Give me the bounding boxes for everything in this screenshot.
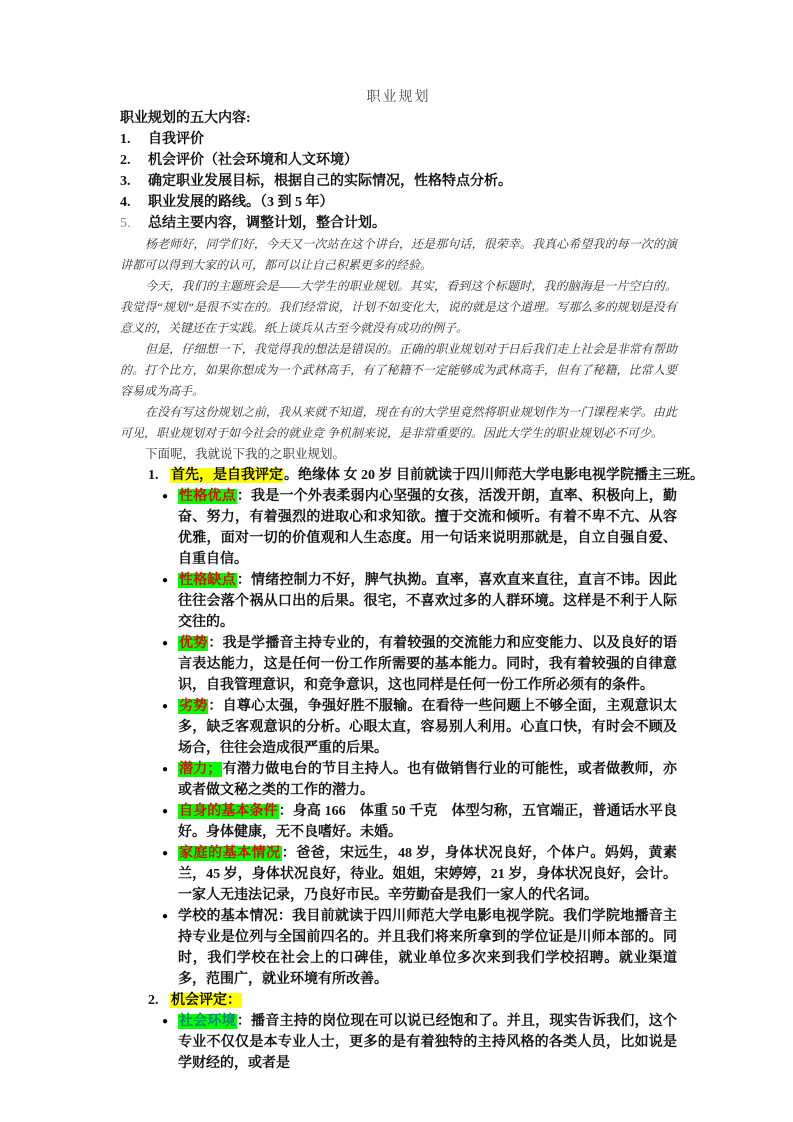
bullet-icon: ● [162, 806, 169, 817]
bullet-body: 我是一个外表柔弱内心坚强的女孩，活泼开朗，直率、积极向上，勤奋、努力，有着强烈的进取心和求知欲。擅于交流和倾听。有着不卑不亢、从容优雅，面对一切的价值观和人生态度。用一句话来说明那就是，自立自强自爱、自重自信。 [178, 489, 678, 567]
bullet-body: 我是学播音主持专业的，有着较强的交流能力和应变能力、以及良好的语言表达能力，这是任何一份工作所需要的基本能力。同时，我有着较强的自律意识，自我管理意识，和竞争意识，这也同样是任何一份工作所必须有的条件。 [178, 636, 678, 693]
bullet-body: 情绪控制力不好，脾气执拗。直率，喜欢直来直往，直言不讳。因此往往会落个祸从口出的后果。很宅，不喜欢过多的人群环境。这样是不利于人际交往的。 [178, 573, 678, 630]
bullet-body: 爸爸，宋远生，48 岁，身体状况良好，个体户。妈妈，黄素兰，45 岁，身体状况良好，待业。姐姐，宋婷婷，21 岁，身体状况良好，会计。一家人无违法记录，乃良好市民。辛劳勤奋是我们一家人的代名词。 [178, 846, 678, 903]
green-highlight-label: 自身的基本条件 [179, 804, 278, 819]
label-separator: ： [208, 699, 223, 714]
bullet-icon: ● [162, 575, 169, 586]
bullet-text [178, 1011, 677, 1074]
speech-paragraph: 下面呢，我就说下我的之职业规划。 [145, 447, 346, 461]
label-separator: ： [281, 846, 297, 861]
list-marker: 1. [148, 468, 159, 483]
bullet-icon: ● [162, 848, 169, 859]
speech-paragraph: 杨老师好，同学们好，今天又一次站在这个讲台，还是那句话，很荣幸。我真心希望我的每一次的演讲都可以得到大家的认可，都可以让自己积累更多的经验。 [120, 237, 677, 272]
list-item-text: 总结主要内容，调整计划，整合计划。 [148, 216, 386, 231]
bullet-text [178, 570, 677, 633]
bullet-icon: ● [162, 1016, 169, 1027]
list-item-text: 机会评价（社会环境和人文环境） [148, 153, 358, 168]
bullet-item [162, 1011, 677, 1074]
label-separator: ： [236, 573, 252, 588]
bullet-text [178, 696, 677, 759]
bullet-item [162, 759, 677, 801]
yellow-highlight-label: 机会评定： [171, 993, 241, 1008]
bullet-text [178, 843, 677, 906]
bullet-item [162, 633, 677, 696]
bullet-item [162, 696, 677, 759]
list-item-rest: 。绝缘体 女 20 岁 目前就读于四川师范大学电影电视学院播主三班。 [284, 468, 704, 483]
yellow-highlight-label: 首先，是自我评定 [171, 468, 283, 483]
green-highlight-label: 社会环境 [179, 1014, 236, 1029]
label-separator: ： [208, 636, 223, 651]
green-highlight-label: 劣势 [179, 699, 208, 714]
list-marker: 4. [120, 195, 131, 210]
bullet-text [178, 759, 677, 801]
list-item-text: 确定职业发展目标，根据自己的实际情况，性格特点分析。 [148, 174, 512, 189]
list-marker: 5. [120, 216, 131, 231]
green-highlight-label: 家庭的基本情况 [179, 846, 281, 861]
green-highlight-label: 性格优点 [179, 489, 236, 504]
bullet-text [178, 486, 677, 570]
bullet-icon: ● [162, 911, 169, 922]
bullet-body: 自尊心太强，争强好胜不服输。在看待一些问题上不够全面，主观意识太多，缺乏客观意识的分析。心眼太直，容易别人利用。心直口快，有时会不顾及场合，往往会造成很严重的后果。 [178, 699, 678, 756]
label-separator: ： [236, 489, 252, 504]
bullet-text [178, 906, 677, 990]
list-marker: 2. [148, 993, 159, 1008]
top-list-item [120, 171, 677, 192]
green-highlight-label: 优势 [179, 636, 208, 651]
speech-paragraph: 在没有写这份规划之前，我从来就不知道，现在有的大学里竟然将职业规划作为一门课程来学。由此可见，职业规划对于如今社会的就业竞 争机制来说，是非常重要的。因此大学生的职业规划必不可少。 [120, 405, 677, 440]
bullet-body: 有潜力做电台的节目主持人。也有做销售行业的可能性，或者做教师，亦或者做文秘之类的工作的潜力。 [178, 762, 678, 798]
bullet-item [162, 906, 677, 990]
green-highlight-label: 性格缺点 [179, 573, 236, 588]
bullet-item [162, 843, 677, 906]
numbered-item-opportunity [148, 990, 677, 1011]
label-separator: ： [236, 1014, 252, 1029]
bullet-icon: ● [162, 764, 169, 775]
top-list-item [120, 192, 677, 213]
bullet-icon: ● [162, 491, 169, 502]
bullet-icon: ● [162, 701, 169, 712]
speech-paragraph: 今天，我们的主题班会是——大学生的职业规划。其实，看到这个标题时，我的脑海是一片空白的。我觉得“规划”是很不实在的。我们经常说，计划不如变化大，说的就是这个道理。写那么多的规划是没有意义的，关键还在于实践。纸上谈兵从古至今就没有成功的例子。 [120, 279, 677, 335]
bullet-icon: ● [162, 638, 169, 649]
bullet-item [162, 486, 677, 570]
list-item-text [170, 990, 677, 1011]
document-title: 职业规划 [366, 90, 431, 105]
label-separator: ： [278, 804, 293, 819]
top-list-item [120, 129, 677, 150]
bullet-item [162, 570, 677, 633]
section-heading: 职业规划的五大内容: [120, 111, 251, 126]
bullet-body: 学校的基本情况：我目前就读于四川师范大学电影电视学院。我们学院地播音主持专业是位列与全国前四名的。并且我们将来所拿到的学位证是川师本部的。同时，我们学校在社会上的口碑佳，就业单位多次来到我们学校招聘。就业渠道多，范围广，就业环境有所改善。 [178, 909, 677, 987]
bullet-item [162, 801, 677, 843]
top-list-item [120, 213, 677, 234]
top-list-item [120, 150, 677, 171]
list-item-text [170, 465, 704, 486]
bullet-text [178, 633, 677, 696]
bullet-body: 身高 166 体重 50 千克 体型匀称，五官端正，普通话水平良好。身体健康，无不良嗜好。未婚。 [178, 804, 678, 840]
bullet-body: 播音主持的岗位现在可以说已经饱和了。并且，现实告诉我们，这个专业不仅仅是本专业人士，更多的是有着独特的主持风格的各类人员，比如说是学财经的，或者是 [178, 1014, 678, 1071]
list-marker: 1. [120, 132, 131, 147]
numbered-item-self-eval [148, 465, 704, 486]
list-item-text: 职业发展的路线。（3 到 5 年） [148, 195, 334, 210]
list-marker: 2. [120, 153, 131, 168]
list-item-text: 自我评价 [148, 132, 204, 147]
bullet-text [178, 801, 677, 843]
green-highlight-label: 潜力； [179, 762, 222, 777]
list-marker: 3. [120, 174, 131, 189]
speech-paragraph: 但是，仔细想一下，我觉得我的想法是错误的。正确的职业规划对于日后我们走上社会是非常有帮助的。打个比方，如果你想成为一个武林高手，有了秘籍不一定能够成为武林高手，但有了秘籍，比常人要容易成为高手。 [120, 342, 677, 398]
